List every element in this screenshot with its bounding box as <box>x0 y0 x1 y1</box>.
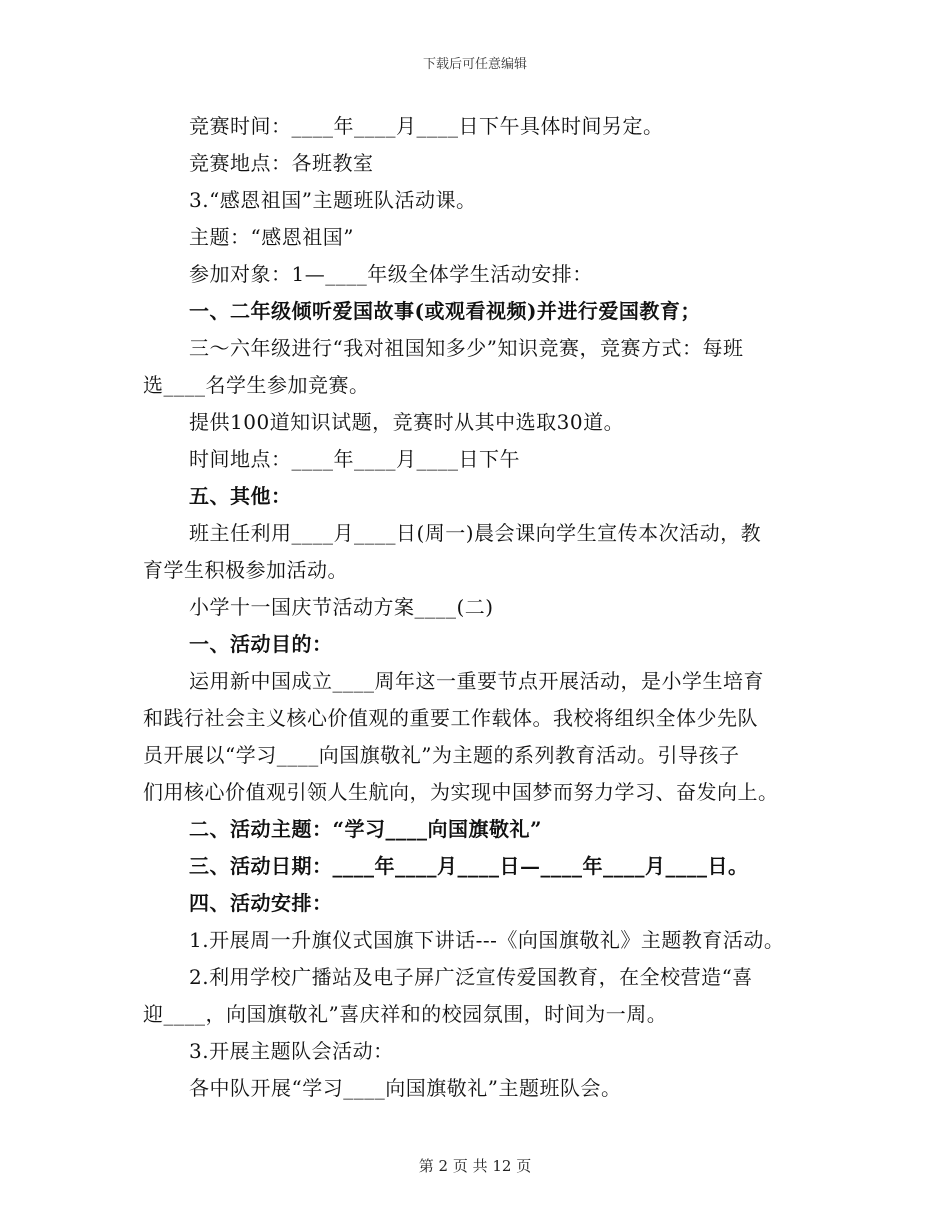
paragraph-line: 运用新中国成立____周年这一重要节点开展活动，是小学生培育 <box>189 669 764 693</box>
paragraph-line: 主题：“感恩祖国” <box>189 225 354 249</box>
section-heading: 二、活动主题：“学习____向国旗敬礼” <box>189 817 543 841</box>
paragraph-line: 迎____，向国旗敬礼”喜庆祥和的校园氛围，时间为一周。 <box>143 1002 668 1026</box>
paragraph-line: 3.开展主题队会活动： <box>189 1039 394 1063</box>
paragraph-line: 小学十一国庆节活动方案____(二) <box>189 595 494 619</box>
section-heading: 三、活动日期：____年____月____日—____年____月____日。 <box>189 854 749 878</box>
paragraph-line: 竞赛地点：各班教室 <box>189 151 374 175</box>
paragraph-line: 参加对象：1—____年级全体学生活动安排： <box>189 262 593 286</box>
paragraph-line: 选____名学生参加竞赛。 <box>143 373 370 397</box>
section-heading: 四、活动安排： <box>189 891 333 915</box>
paragraph-line: 育学生积极参加活动。 <box>143 558 348 582</box>
paragraph-line: 班主任利用____月____日(周一)晨会课向学生宣传本次活动，教 <box>189 521 762 545</box>
paragraph-line: 和践行社会主义核心价值观的重要工作载体。我校将组织全体少先队 <box>143 706 758 730</box>
page-footer: 第 2 页 共 12 页 <box>418 1157 532 1175</box>
section-heading: 一、活动目的： <box>189 632 333 656</box>
document-body <box>143 108 813 1107</box>
paragraph-line: 3.“感恩祖国”主题班队活动课。 <box>189 188 477 212</box>
paragraph-line: 时间地点：____年____月____日下午 <box>189 447 520 471</box>
paragraph-line: 各中队开展“学习____向国旗敬礼”主题班队会。 <box>189 1076 622 1100</box>
paragraph-line: 们用核心价值观引领人生航向，为实现中国梦而努力学习、奋发向上。 <box>143 780 779 804</box>
paragraph-line: 三～六年级进行“我对祖国知多少”知识竞赛，竞赛方式：每班 <box>189 336 744 360</box>
paragraph-line: 提供100道知识试题，竞赛时从其中选取30道。 <box>189 410 625 434</box>
paragraph-line: 员开展以“学习____向国旗敬礼”为主题的系列教育活动。引导孩子 <box>143 743 740 767</box>
page-header: 下载后可任意编辑 <box>422 57 527 72</box>
paragraph-line: 竞赛时间：____年____月____日下午具体时间另定。 <box>189 114 664 138</box>
section-heading: 一、二年级倾听爱国故事(或观看视频)并进行爱国教育； <box>189 299 701 323</box>
paragraph-line: 2.利用学校广播站及电子屏广泛宣传爱国教育，在全校营造“喜 <box>189 965 753 989</box>
paragraph-line: 1.开展周一升旗仪式国旗下讲话---《向国旗敬礼》主题教育活动。 <box>189 928 785 952</box>
section-heading: 五、其他： <box>189 484 292 508</box>
